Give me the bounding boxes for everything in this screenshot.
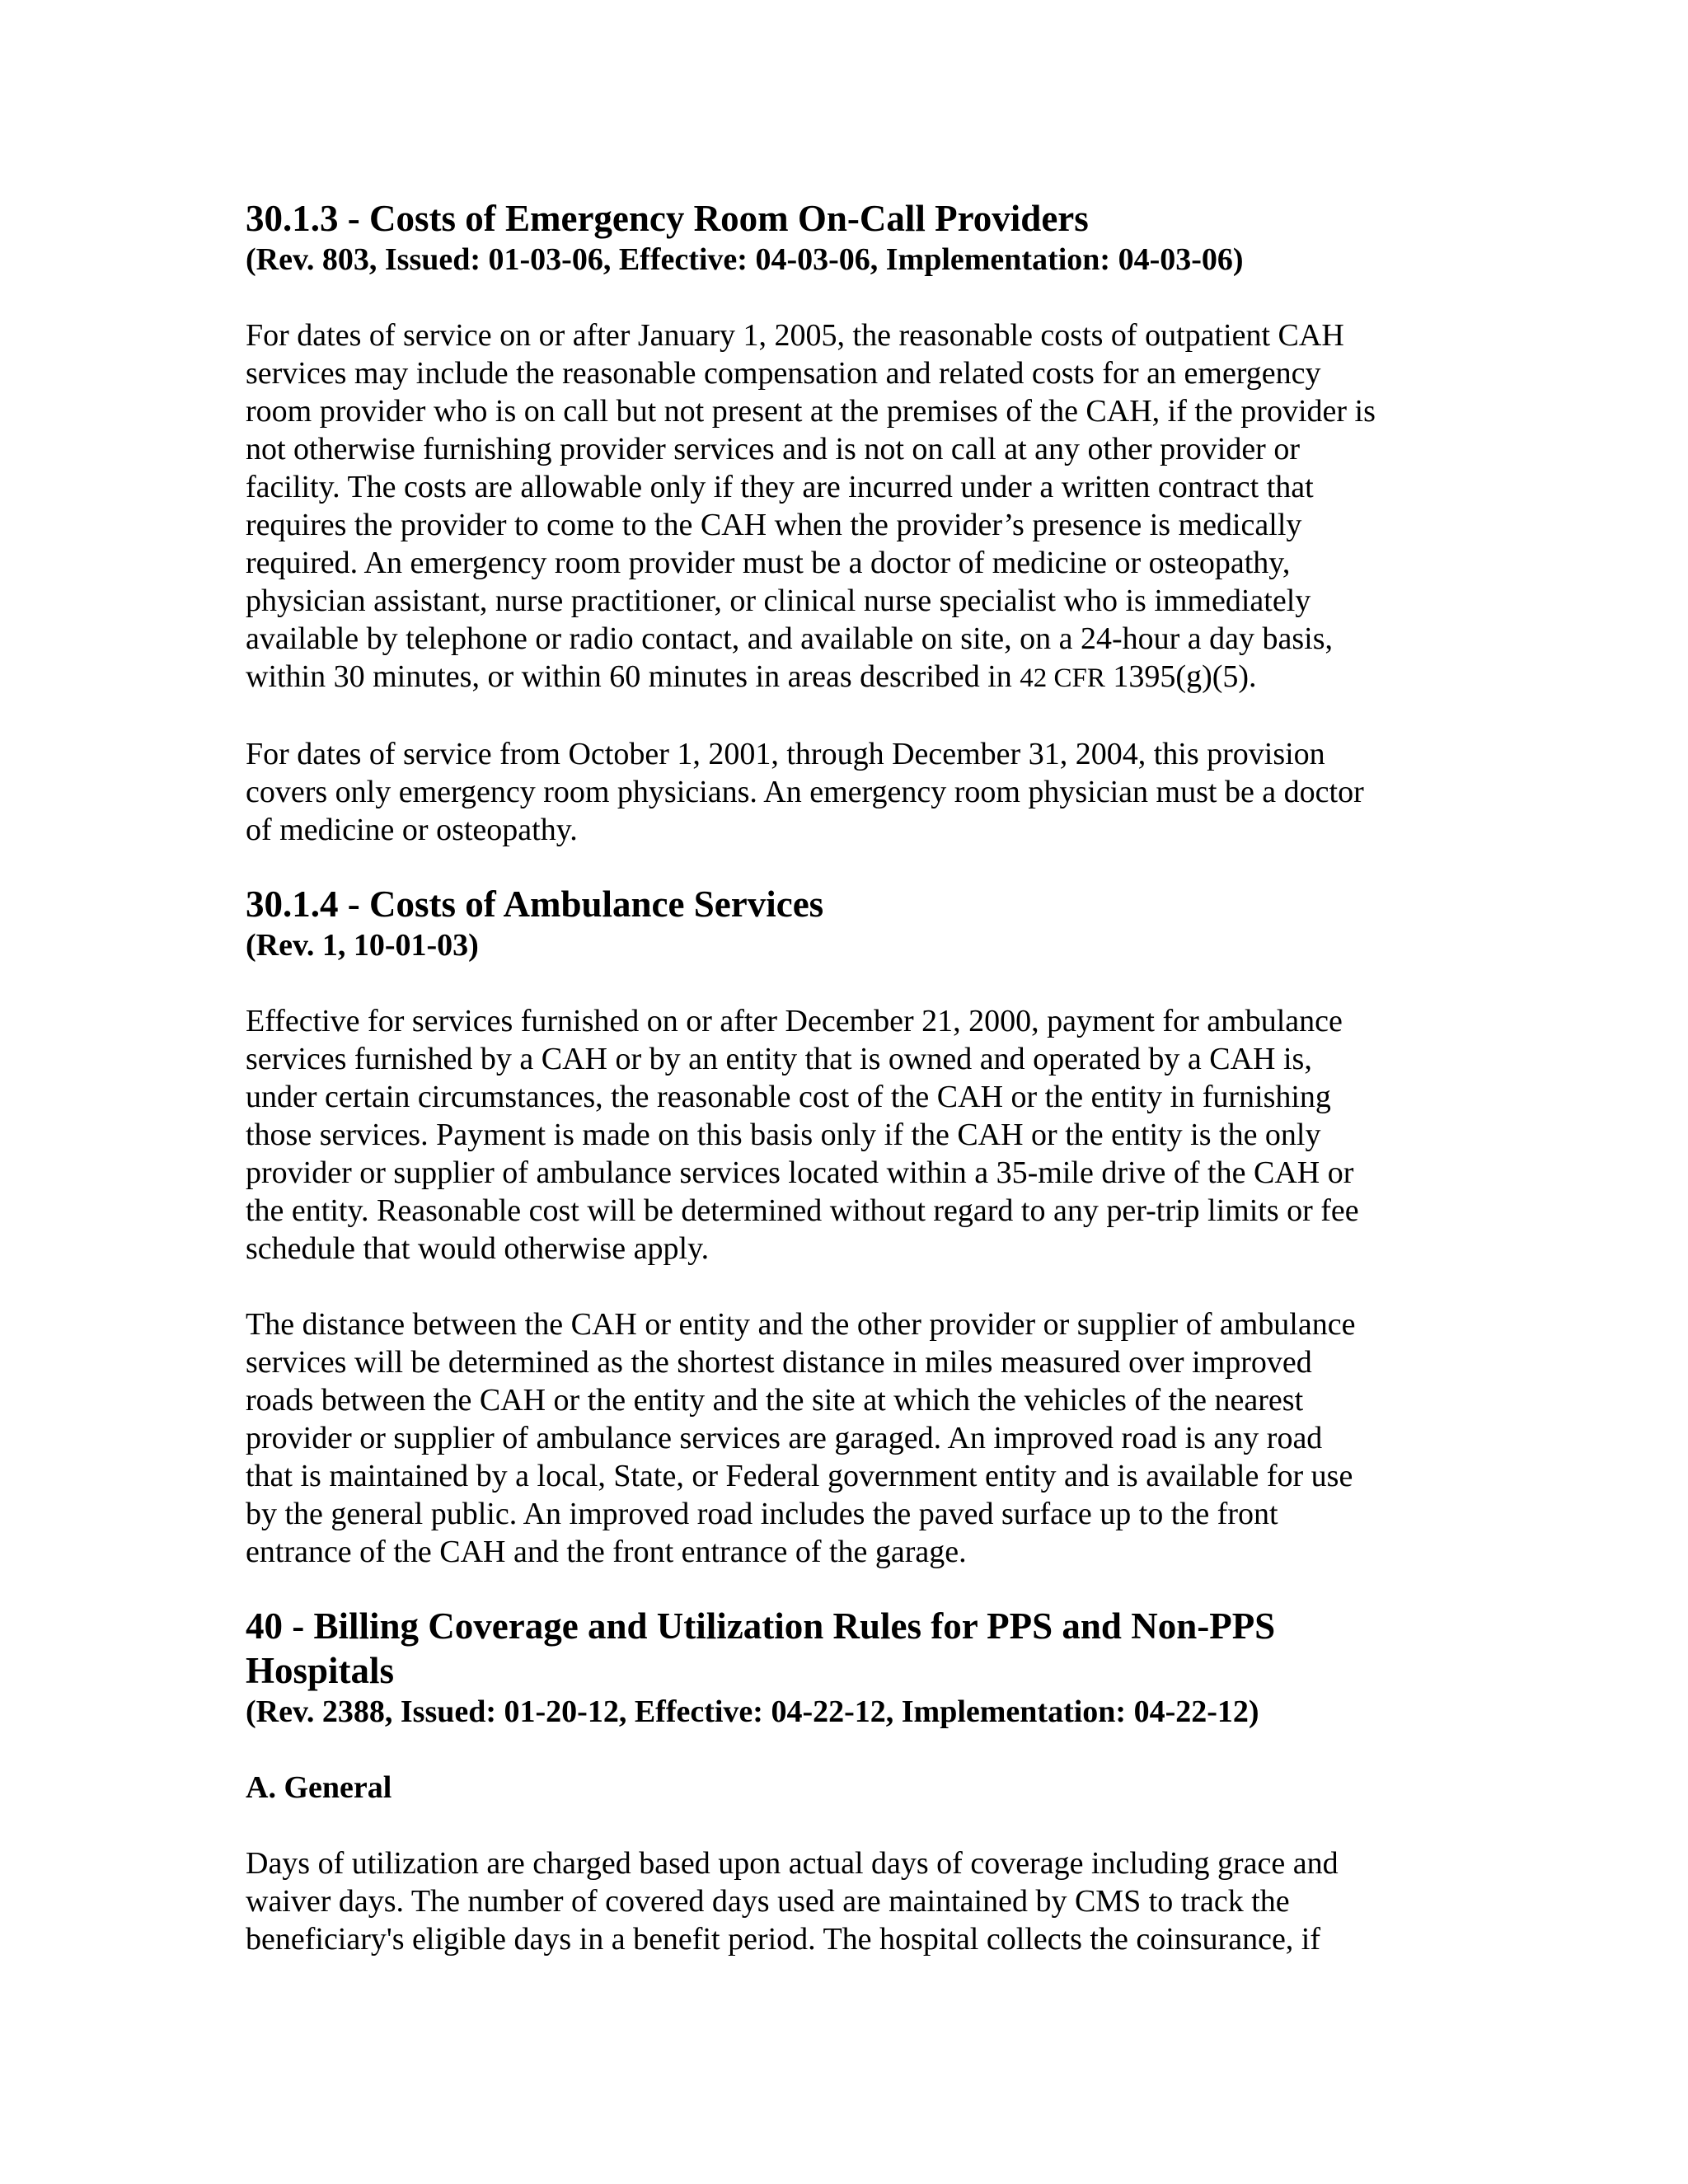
text-line: physician assistant, nurse practitioner, or clinical nurse specialist who is immediately: [246, 583, 1311, 618]
heading-line: Hospitals: [246, 1650, 395, 1691]
section-40: [246, 1604, 1449, 1958]
revision-note: (Rev. 2388, Issued: 01-20-12, Effective: 04-22-12, Implementation: 04-22-12): [246, 1694, 1259, 1729]
section-heading: [246, 1604, 1449, 1693]
text-line: For dates of service from October 1, 2001, through December 31, 2004, this provision: [246, 737, 1325, 771]
revision-note: (Rev. 803, Issued: 01-03-06, Effective: 04-03-06, Implementation: 04-03-06): [246, 242, 1244, 277]
text-line: services furnished by a CAH or by an entity that is owned and operated by a CAH is,: [246, 1042, 1312, 1076]
text-line: Days of utilization are charged based upon actual days of coverage including grace and: [246, 1846, 1339, 1881]
section-30-1-3: [246, 196, 1449, 849]
text-line: Effective for services furnished on or after December 21, 2000, payment for ambulance: [246, 1004, 1343, 1038]
text-line: required. An emergency room provider must be a doctor of medicine or osteopathy,: [246, 546, 1291, 580]
text-line: provider or supplier of ambulance services are garaged. An improved road is any road: [246, 1421, 1323, 1455]
text-fragment: 1395(g)(5).: [1104, 659, 1257, 694]
section-30-1-4: [246, 882, 1449, 1571]
text-fragment: within 30 minutes, or within 60 minutes in areas described in: [246, 659, 1020, 694]
text-line: waiver days. The number of covered days used are maintained by CMS to track the: [246, 1884, 1290, 1919]
text-line: the entity. Reasonable cost will be determined without regard to any per-trip limits or fee: [246, 1193, 1359, 1228]
text-line: The distance between the CAH or entity and the other provider or supplier of ambulance: [246, 1307, 1356, 1342]
subsection-heading: A. General: [246, 1770, 392, 1805]
paragraph: [246, 735, 1449, 849]
heading-line: 40 - Billing Coverage and Utilization Rules for PPS and Non-PPS: [246, 1605, 1276, 1647]
text-line: facility. The costs are allowable only if they are incurred under a written contract that: [246, 470, 1314, 504]
text-line: under certain circumstances, the reasonable cost of the CAH or the entity in furnishing: [246, 1080, 1331, 1114]
text-line: roads between the CAH or the entity and the site at which the vehicles of the nearest: [246, 1383, 1304, 1418]
section-heading: 30.1.4 - Costs of Ambulance Services: [246, 883, 824, 925]
text-line: covers only emergency room physicians. An emergency room physician must be a doctor: [246, 775, 1364, 809]
text-line: schedule that would otherwise apply.: [246, 1231, 710, 1266]
revision-note: (Rev. 1, 10-01-03): [246, 928, 479, 963]
text-line: available by telephone or radio contact, and available on site, on a 24-hour a day basis,: [246, 621, 1333, 656]
text-line: requires the provider to come to the CAH when the provider’s presence is medically: [246, 508, 1302, 542]
text-line: services will be determined as the shortest distance in miles measured over improved: [246, 1345, 1312, 1380]
text-line: For dates of service on or after January 1, 2005, the reasonable costs of outpatient CAH: [246, 318, 1344, 353]
cfr-citation: 42 CFR: [1020, 663, 1105, 693]
text-line: by the general public. An improved road includes the paved surface up to the front: [246, 1497, 1278, 1531]
text-line: that is maintained by a local, State, or Federal government entity and is available for use: [246, 1459, 1353, 1493]
text-line: those services. Payment is made on this basis only if the CAH or the entity is the only: [246, 1118, 1321, 1152]
paragraph: [246, 316, 1449, 697]
paragraph: [246, 1002, 1449, 1268]
text-line: beneficiary's eligible days in a benefit period. The hospital collects the coinsurance, if: [246, 1922, 1321, 1957]
section-spacer: [246, 849, 1449, 882]
text-line: of medicine or osteopathy.: [246, 813, 578, 847]
text-line: provider or supplier of ambulance services located within a 35-mile drive of the CAH or: [246, 1155, 1354, 1190]
text-line: [246, 658, 1449, 697]
text-line: not otherwise furnishing provider services and is not on call at any other provider or: [246, 432, 1300, 466]
section-spacer: [246, 1571, 1449, 1604]
text-line: entrance of the CAH and the front entrance of the garage.: [246, 1535, 967, 1569]
text-line: services may include the reasonable compensation and related costs for an emergency: [246, 356, 1321, 391]
section-heading: 30.1.3 - Costs of Emergency Room On-Call Providers: [246, 198, 1089, 239]
page-content: [246, 196, 1449, 1958]
paragraph: [246, 1844, 1449, 1958]
paragraph: [246, 1305, 1449, 1571]
text-line: room provider who is on call but not present at the premises of the CAH, if the provider is: [246, 394, 1376, 429]
